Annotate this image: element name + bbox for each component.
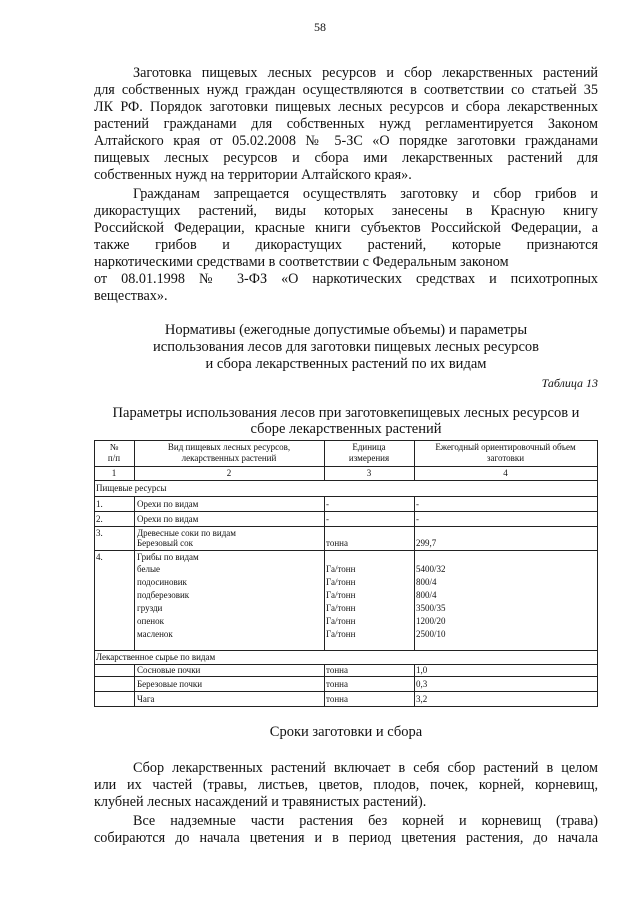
mushroom-unit: Га/тонн (326, 590, 356, 600)
mushroom-name: подосиновик (137, 577, 187, 587)
med-unit: тонна (326, 694, 348, 704)
med-volume: 1,0 (416, 665, 428, 675)
header-type: Вид пищевых лесных ресурсов, (167, 442, 291, 452)
heading-line: Нормативы (ежегодные допустимые объемы) и параметры (164, 322, 528, 338)
text-line: собственных нужд на территории Алтайского края». (94, 167, 412, 183)
text-line: клубней лесных насаждений и травянистых растений). (94, 794, 427, 810)
row-name: Грибы по видам (137, 552, 199, 562)
col-number: 2 (226, 468, 232, 478)
mushroom-name: белые (137, 564, 160, 574)
text-line: веществах». (94, 288, 168, 304)
med-volume: 0,3 (416, 679, 428, 689)
header-volume: заготовки (486, 453, 525, 463)
med-name: Чага (137, 694, 155, 704)
row-unit: тонна (326, 538, 348, 548)
header-volume: Ежегодный ориентировочный объем (435, 442, 576, 452)
mushroom-volume: 3500/35 (416, 603, 446, 613)
text-line: наркотическими средствами в соответствии с Федеральным законом (94, 254, 509, 270)
mushroom-unit: Га/тонн (326, 577, 356, 587)
row-volume: 299,7 (416, 538, 437, 548)
header-num: № (109, 442, 119, 452)
mushroom-volume: 2500/10 (416, 629, 446, 639)
text-line: дикорастущих растений, виды которых занесены в Красную книгу (94, 203, 598, 219)
mushroom-name: масленок (137, 629, 173, 639)
header-unit: Единица (352, 442, 386, 452)
med-name: Сосновые почки (137, 665, 201, 675)
text-line: растений гражданами для собственных нужд регламентируется Законом (94, 116, 598, 132)
table-title-line: сборе лекарственных растений (250, 421, 442, 437)
med-name: Березовые почки (137, 679, 203, 689)
heading-line: использования лесов для заготовки пищевых лесных ресурсов (153, 339, 539, 355)
mushroom-volume: 5400/32 (416, 564, 446, 574)
row-num: 4. (96, 552, 103, 562)
row-num: 3. (96, 528, 103, 538)
text-line: от 08.01.1998 № 3-ФЗ «О наркотических средствах и психотропных (94, 271, 598, 287)
med-unit: тонна (326, 665, 348, 675)
mushroom-unit: Га/тонн (326, 616, 356, 626)
col-number: 1 (111, 468, 117, 478)
text-line: Гражданам запрещается осуществлять заготовку и сбор грибов и (133, 186, 598, 202)
text-line: Алтайского края от 05.02.2008 № 5-ЗС «О порядке заготовки гражданами (94, 133, 598, 149)
text-line: собираются до начала цветения и в период цветения растения, до начала (94, 830, 598, 846)
text-line: для собственных нужд граждан осуществляются в соответствии со статьей 35 (94, 82, 598, 98)
heading-line: и сбора лекарственных растений по их видам (205, 356, 487, 372)
section-heading-2: Сроки заготовки и сбора (269, 724, 423, 740)
row-unit: - (326, 514, 329, 524)
text-line: Заготовка пищевых лесных ресурсов и сбор лекарственных растений (133, 65, 598, 81)
mushroom-name: опенок (137, 616, 164, 626)
table-title-line: Параметры использования лесов при заготовкепищевых лесных ресурсов и (112, 405, 580, 421)
row-volume: - (416, 499, 419, 509)
row-num: 2. (96, 514, 103, 524)
med-unit: тонна (326, 679, 348, 689)
row-volume: - (416, 514, 419, 524)
text-line: Все надземные части растения без корней и корневищ (трава) (133, 813, 598, 829)
header-type: лекарственных растений (181, 453, 277, 463)
mushroom-volume: 800/4 (416, 590, 437, 600)
text-line: Российской Федерации, красные книги субъектов Российской Федерации, а (94, 220, 598, 236)
med-volume: 3,2 (416, 694, 428, 704)
mushroom-volume: 1200/20 (416, 616, 446, 626)
text-line: Сбор лекарственных растений включает в себя сбор растений в целом (133, 760, 598, 776)
text-line: пищевых лесных ресурсов и сбора ими лекарственных растений для (94, 150, 598, 166)
mushroom-name: подберезовик (137, 590, 190, 600)
mushroom-volume: 800/4 (416, 577, 437, 587)
text-line: ЛК РФ. Порядок заготовки пищевых лесных ресурсов и сбора лекарственных (94, 99, 598, 115)
row-name: Орехи по видам (137, 499, 199, 509)
col-number: 4 (503, 468, 508, 478)
row-name: Орехи по видам (137, 514, 199, 524)
header-unit: измерения (348, 453, 390, 463)
row-num: 1. (96, 499, 103, 509)
col-number: 3 (366, 468, 372, 478)
group-label: Лекарственное сырье по видам (96, 652, 216, 662)
mushroom-unit: Га/тонн (326, 629, 356, 639)
header-num: п/п (107, 453, 121, 463)
page-number: 58 (314, 20, 326, 34)
row-name: Древесные соки по видам (137, 528, 236, 538)
text-line: также грибов и дикорастущих растений, которые признаются (94, 237, 598, 253)
group-label: Пищевые ресурсы (96, 483, 167, 493)
mushroom-unit: Га/тонн (326, 603, 356, 613)
table-label: Таблица 13 (541, 376, 598, 390)
row-subname: Березовый сок (137, 538, 193, 548)
mushroom-unit: Га/тонн (326, 564, 356, 574)
row-unit: - (326, 499, 329, 509)
text-line: или их частей (травы, листьев, цветов, плодов, почек, корней, корневищ, (94, 777, 598, 793)
mushroom-name: грузди (137, 603, 163, 613)
parameters-table (94, 440, 598, 706)
